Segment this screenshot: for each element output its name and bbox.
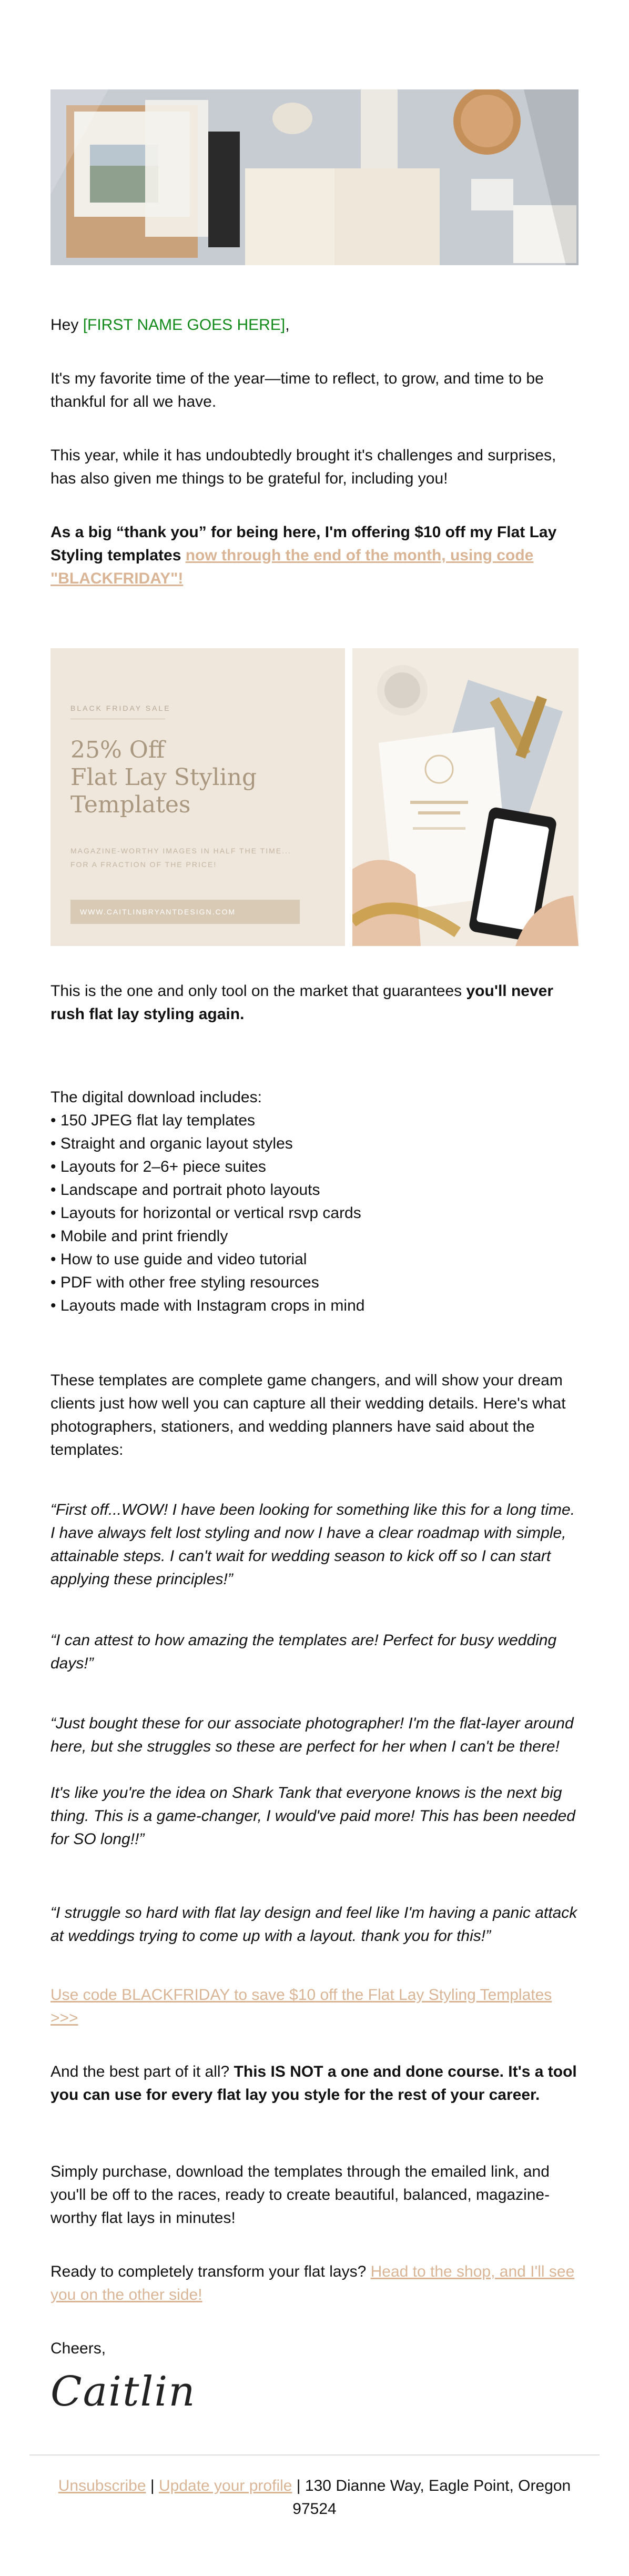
promo-photo[interactable]	[352, 648, 579, 946]
promo-url-bar: WWW.CAITLINBRYANTDESIGN.COM	[70, 900, 300, 924]
testimonial-3-cont: It's like you're the idea on Shark Tank that everyone knows is the next big thing. This is a game-changer, I would've paid more! This has been needed for SO long!!”	[50, 1784, 575, 1848]
offer-bold: As a big “thank you” for being here, I'm offering $10 off my Flat Lay Styling templates	[50, 524, 557, 564]
promo-sale-label: BLACK FRIDAY SALE	[70, 704, 171, 712]
list-item: • Mobile and print friendly	[50, 1227, 228, 1245]
signature	[50, 2362, 240, 2426]
testimonial-2: “I can attest to how amazing the templates are! Perfect for busy wedding days!”	[50, 1632, 557, 1672]
list-item: • Layouts for 2–6+ piece suites	[50, 1158, 266, 1175]
shop-link[interactable]: Head to the shop, and I'll see you on the other side!	[50, 2263, 575, 2303]
hero-flatlay-illustration	[50, 89, 579, 265]
footer-separator: |	[146, 2477, 159, 2494]
list-item: • Layouts for horizontal or vertical rsvp cards	[50, 1204, 361, 1222]
unsubscribe-link[interactable]: Unsubscribe	[58, 2477, 146, 2494]
simply-paragraph: Simply purchase, download the templates through the emailed link, and you'll be off to the races, ready to create beautiful, balanced, magazine-worthy flat lays in minutes!	[50, 2163, 550, 2227]
greeting-name-placeholder: [FIRST NAME GOES HERE]	[83, 316, 286, 334]
footer	[50, 2474, 579, 2521]
greeting-suffix: ,	[285, 316, 290, 334]
cta-link[interactable]: Use code BLACKFRIDAY to save $10 off the Flat Lay Styling Templates >>>	[50, 1986, 552, 2027]
only-tool-bold: you'll never rush flat lay styling again.	[50, 982, 554, 1023]
game-changers-paragraph: These templates are complete game changers, and will show your dream clients just how well you can capture all their wedding details. Here's what photographers, stationers, and wedding planners have said about the templates:	[50, 1372, 566, 1458]
list-item: • Straight and organic layout styles	[50, 1135, 293, 1152]
promo-headline	[70, 737, 257, 819]
only-tool-paragraph	[50, 980, 579, 1026]
greeting	[50, 314, 579, 337]
promo-headline-3: Templates	[70, 791, 191, 818]
list-item: • 150 JPEG flat lay templates	[50, 1112, 256, 1129]
list-item: • Landscape and portrait photo layouts	[50, 1181, 320, 1199]
promo-subtext	[70, 844, 291, 871]
best-part-text: And the best part of it all?	[50, 2063, 234, 2080]
download-section	[50, 1086, 579, 1317]
testimonial-1: “First off...WOW! I have been looking for something like this for a long time. I have always felt lost styling and now I have a clear roadmap with simple, attainable steps. I can't wait for wedding season to kick off so I can start applying these principles!”	[50, 1501, 575, 1588]
intro-paragraph: It's my favorite time of the year—time to reflect, to grow, and time to be thankful for all we have.	[50, 370, 544, 410]
testimonial-3: “Just bought these for our associate photographer! I'm the flat-layer around here, but she struggles so these are perfect for her when I can't be there!	[50, 1715, 574, 1755]
greeting-prefix: Hey	[50, 316, 83, 334]
this-year-paragraph: This year, while it has undoubtedly brought it's challenges and surprises, has also given me things to be grateful for, including you!	[50, 447, 556, 487]
invitation-phone-illustration	[352, 648, 579, 946]
cta-paragraph	[50, 1984, 579, 2030]
download-list	[50, 1109, 579, 1317]
promo-graphic[interactable]	[50, 648, 345, 946]
offer-link[interactable]: now through the end of the month, using code "BLACKFRIDAY"!	[50, 547, 534, 587]
footer-address: | 130 Dianne Way, Eagle Point, Oregon 97524	[292, 2477, 571, 2518]
ready-text: Ready to completely transform your flat lays?	[50, 2263, 371, 2280]
best-part-bold: This IS NOT a one and done course. It's a tool you can use for every flat lay you style for the rest of your career.	[50, 2063, 577, 2104]
promo-headline-2: Flat Lay Styling	[70, 764, 257, 791]
list-item: • How to use guide and video tutorial	[50, 1251, 307, 1268]
ready-paragraph	[50, 2260, 579, 2307]
best-part-paragraph	[50, 2060, 579, 2107]
promo-headline-1: 25% Off	[70, 737, 165, 763]
promo-sub-2: FOR A FRACTION OF THE PRICE!	[70, 860, 217, 869]
only-tool-text: This is the one and only tool on the market that guarantees	[50, 982, 466, 1000]
list-item: • Layouts made with Instagram crops in mind	[50, 1297, 365, 1314]
signature-text: Caitlin	[50, 2368, 196, 2416]
offer-paragraph	[50, 521, 579, 590]
testimonial-4: “I struggle so hard with flat lay design and feel like I'm having a panic attack at weddings trying to come up with a layout. thank you for this!”	[50, 1904, 577, 1945]
hero-flatlay-image	[50, 89, 579, 265]
download-heading: The digital download includes:	[50, 1089, 262, 1106]
update-profile-link[interactable]: Update your profile	[158, 2477, 292, 2494]
cheers-text: Cheers,	[50, 2340, 106, 2357]
promo-sub-1: MAGAZINE-WORTHY IMAGES IN HALF THE TIME...	[70, 847, 291, 855]
list-item: • PDF with other free styling resources	[50, 1274, 319, 1291]
footer-divider	[29, 2454, 600, 2456]
